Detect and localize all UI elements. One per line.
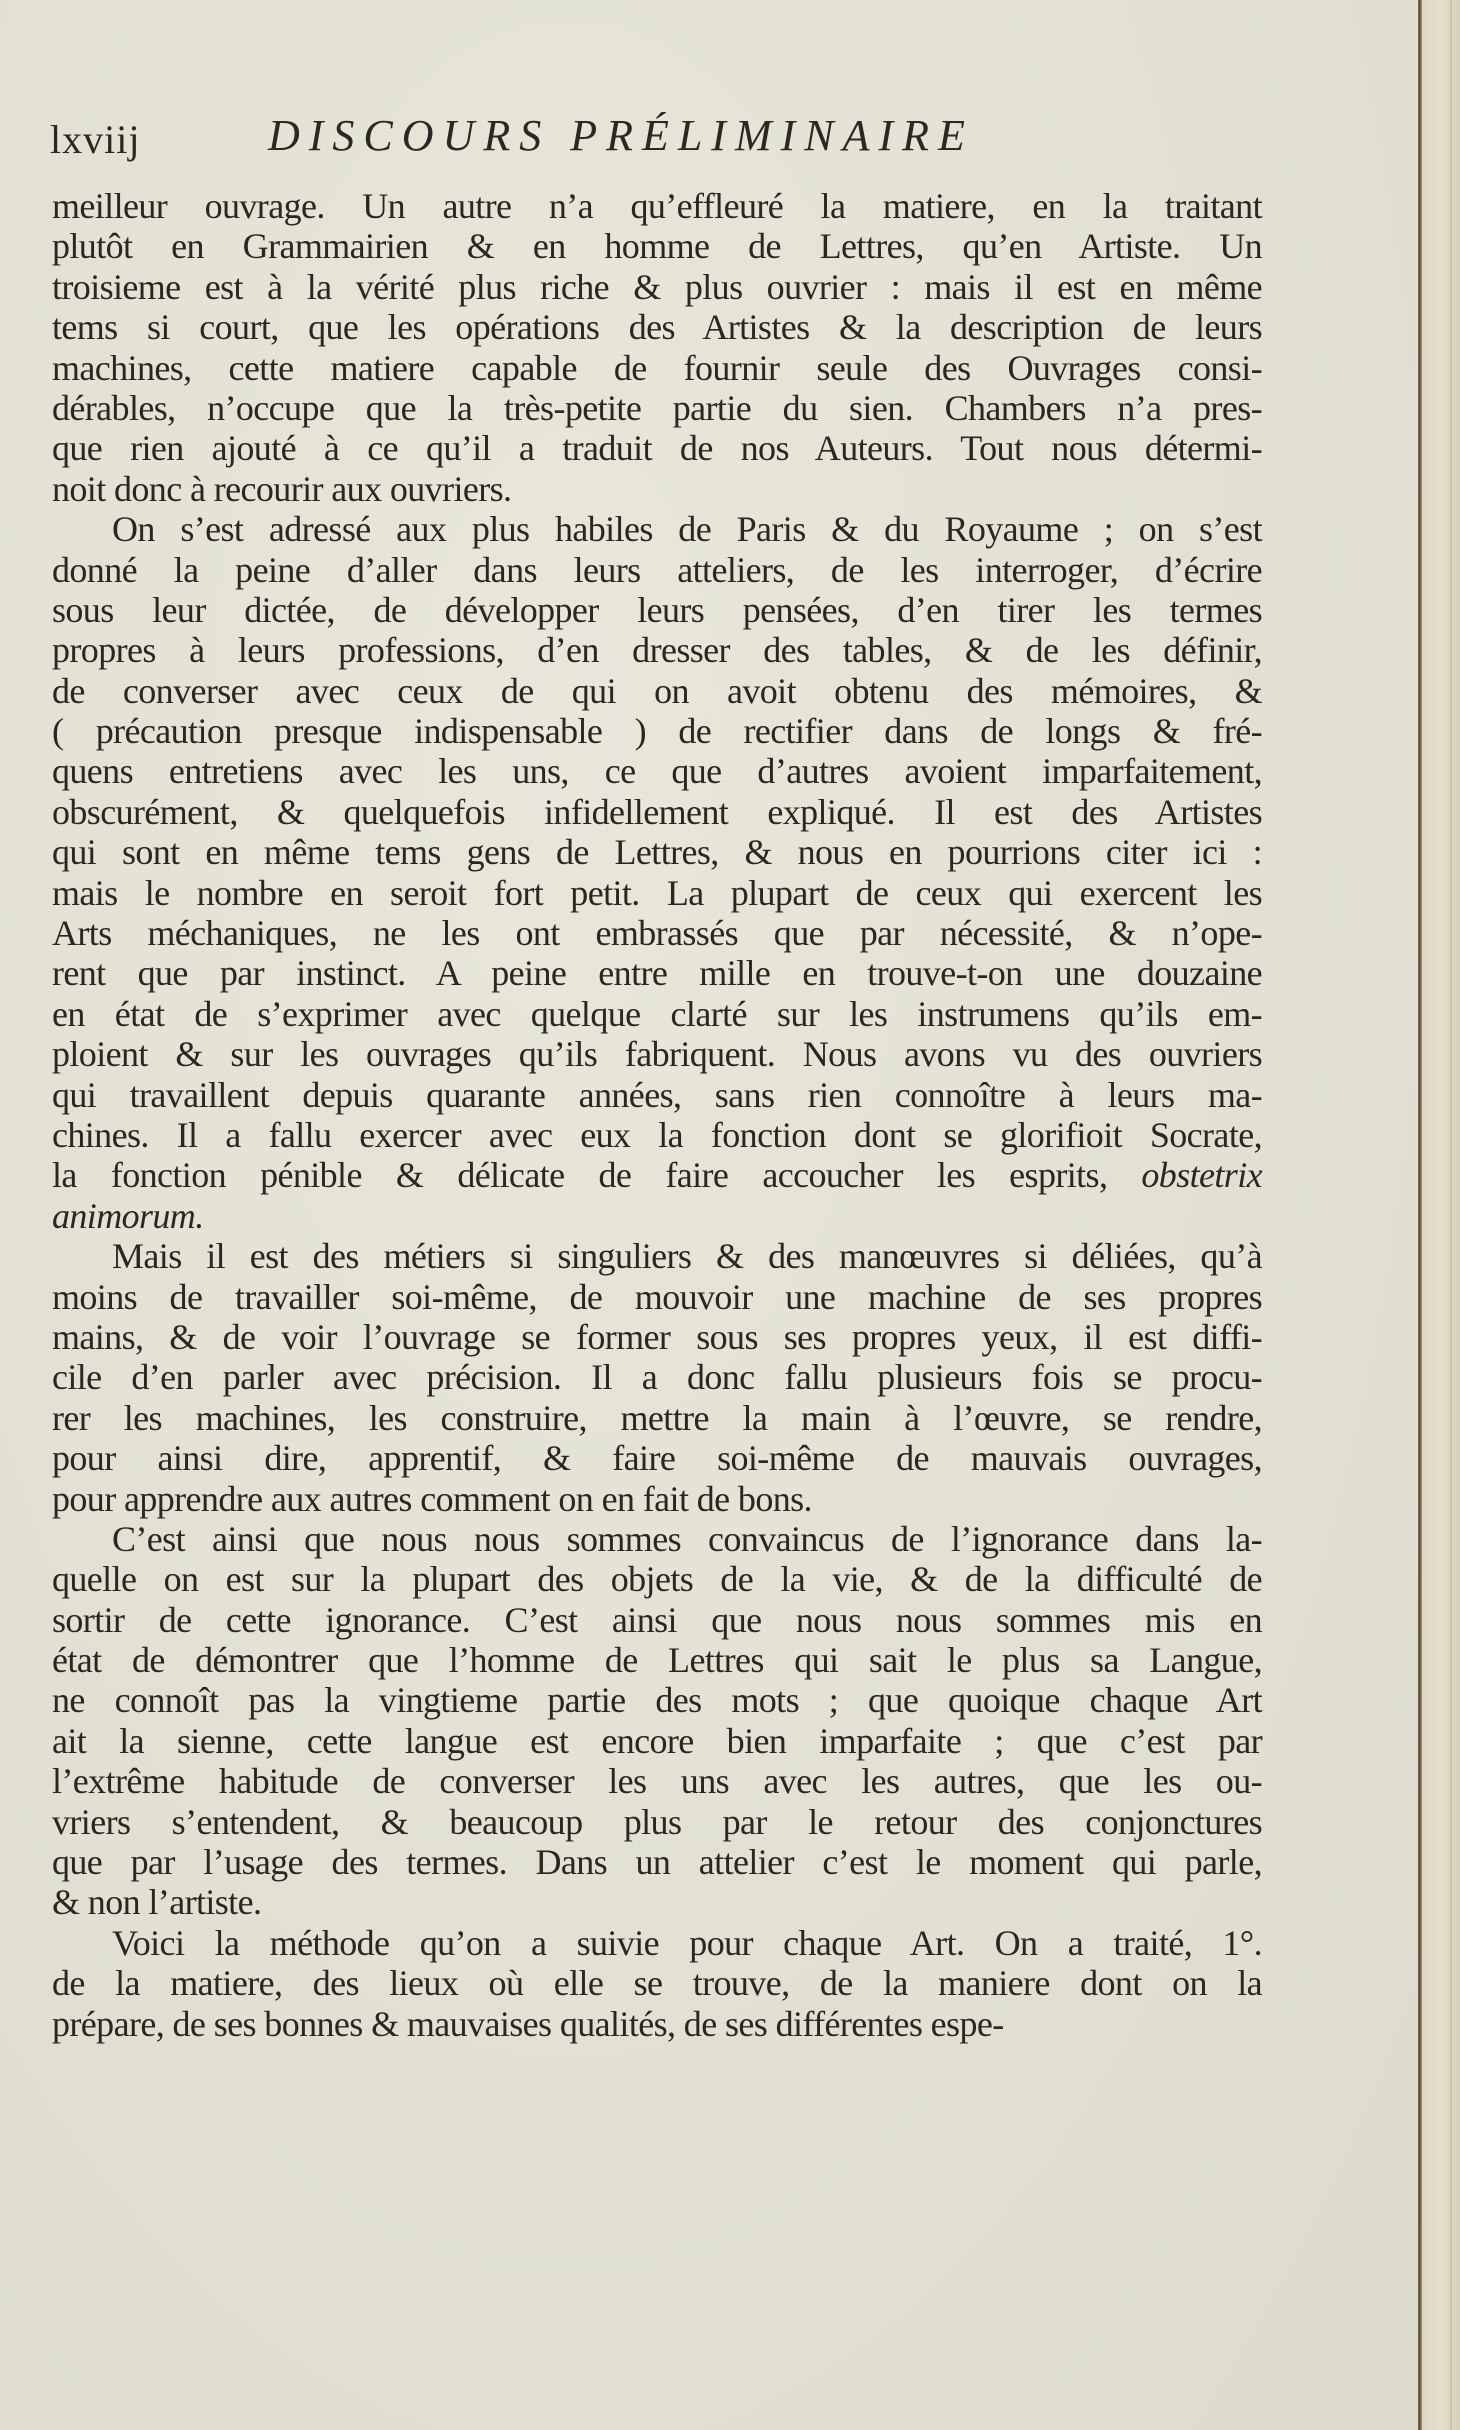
paragraph [52,1519,1262,1923]
text-line: pour apprendre aux autres comment on en fait de bons. [52,1478,812,1519]
text-line: On s’est adressé aux plus habiles de Paris & du Royaume ; on s’est [112,509,1262,550]
paragraph [52,1236,1262,1519]
text-line: donné la peine d’aller dans leurs atteliers, de les interroger, d’écrire [52,549,1262,590]
text-line: rer les machines, les construire, mettre la main à l’œuvre, se rendre, [52,1397,1262,1438]
text-line: qui travaillent depuis quarante années, sans rien connoître à leurs ma- [52,1074,1262,1115]
text-line: vriers s’entendent, & beaucoup plus par le retour des conjonctures [52,1801,1262,1842]
text-line: qui sont en même tems gens de Lettres, & nous en pourrions citer ici : [52,832,1262,873]
text-line: moins de travailler soi-même, de mouvoir une machine de ses propres [52,1276,1262,1317]
text-line: quens entretiens avec les uns, ce que d’autres avoient imparfaitement, [52,751,1262,792]
italic-latin-phrase: animorum. [52,1195,204,1236]
text-line: & non l’artiste. [52,1882,262,1923]
text-line: pour ainsi dire, apprentif, & faire soi-même de mauvais ouvrages, [52,1438,1262,1479]
text-line: la fonction pénible & délicate de faire accoucher les esprits, obstetrix [52,1155,1262,1196]
text-line: dérables, n’occupe que la très-petite partie du sien. Chambers n’a pres- [52,387,1262,428]
text-line: ( précaution presque indispensable ) de rectifier dans de longs & fré- [52,711,1262,752]
text-line: sous leur dictée, de développer leurs pensées, d’en tirer les termes [52,589,1262,630]
text-line: sortir de cette ignorance. C’est ainsi que nous nous sommes mis en [52,1599,1262,1640]
text-line: ne connoît pas la vingtieme partie des mots ; que quoique chaque Art [52,1680,1262,1721]
italic-latin-phrase: obstetrix [1141,1155,1262,1196]
body-text [52,186,1262,2044]
text-line: de converser avec ceux de qui on avoit obtenu des mémoires, & [52,670,1262,711]
text-line: quelle on est sur la plupart des objets de la vie, & de la difficulté de [52,1559,1262,1600]
paragraph [52,186,1262,509]
text-line: de la matiere, des lieux où elle se trouve, de la maniere dont on la [52,1963,1262,2004]
text-line: Mais il est des métiers si singuliers & des manœuvres si déliées, qu’à [112,1236,1262,1277]
text-line: obscurément, & quelquefois infidellement expliqué. Il est des Artistes [52,791,1262,832]
text-line: chines. Il a fallu exercer avec eux la fonction dont se glorifioit Socrate, [52,1114,1262,1155]
text-line: mains, & de voir l’ouvrage se former sous ses propres yeux, il est diffi- [52,1316,1262,1357]
adjacent-page-edge [1422,0,1460,2430]
text-line: ploient & sur les ouvrages qu’ils fabriquent. Nous avons vu des ouvriers [52,1034,1262,1075]
text-line: plutôt en Grammairien & en homme de Lettres, qu’en Artiste. Un [52,226,1262,267]
page-number: lxviij [50,117,141,162]
text-line: C’est ainsi que nous nous sommes convaincus de l’ignorance dans la- [112,1518,1262,1559]
text-line: que par l’usage des termes. Dans un attelier c’est le moment qui parle, [52,1842,1262,1883]
page-header [50,111,1250,176]
text-line: prépare, de ses bonnes & mauvaises qualités, de ses différentes espe- [52,2003,1004,2044]
paragraph [52,509,1262,1236]
text-line: troisieme est à la vérité plus riche & plus ouvrier : mais il est en même [52,266,1262,307]
text-line: Voici la méthode qu’on a suivie pour chaque Art. On a traité, 1°. [112,1922,1262,1963]
text-line: meilleur ouvrage. Un autre n’a qu’effleuré la matiere, en la traitant [52,186,1262,226]
text-line: mais le nombre en seroit fort petit. La plupart de ceux qui exercent les [52,872,1262,913]
paragraph [52,1923,1262,2044]
text-line: cile d’en parler avec précision. Il a donc fallu plusieurs fois se procu- [52,1357,1262,1398]
text-line: en état de s’exprimer avec quelque clarté sur les instrumens qu’ils em- [52,993,1262,1034]
text-line: noit donc à recourir aux ouvriers. [52,468,512,509]
text-line: ait la sienne, cette langue est encore bien imparfaite ; que c’est par [52,1720,1262,1761]
text-line: l’extrême habitude de converser les uns avec les autres, que les ou- [52,1761,1262,1802]
text-line: que rien ajouté à ce qu’il a traduit de nos Auteurs. Tout nous détermi- [52,428,1262,469]
text-line: tems si court, que les opérations des Artistes & la description de leurs [52,307,1262,348]
text-line: propres à leurs professions, d’en dresser des tables, & de les définir, [52,630,1262,671]
text-line [52,1196,1262,1236]
text-line: rent que par instinct. A peine entre mille en trouve-t-on une douzaine [52,953,1262,994]
text-line: état de démontrer que l’homme de Lettres qui sait le plus sa Langue, [52,1640,1262,1681]
text-line: Arts méchaniques, ne les ont embrassés que par nécessité, & n’ope- [52,913,1262,954]
running-head: DISCOURS PRÉLIMINAIRE [268,111,974,160]
text-line: machines, cette matiere capable de fournir seule des Ouvrages consi- [52,347,1262,388]
